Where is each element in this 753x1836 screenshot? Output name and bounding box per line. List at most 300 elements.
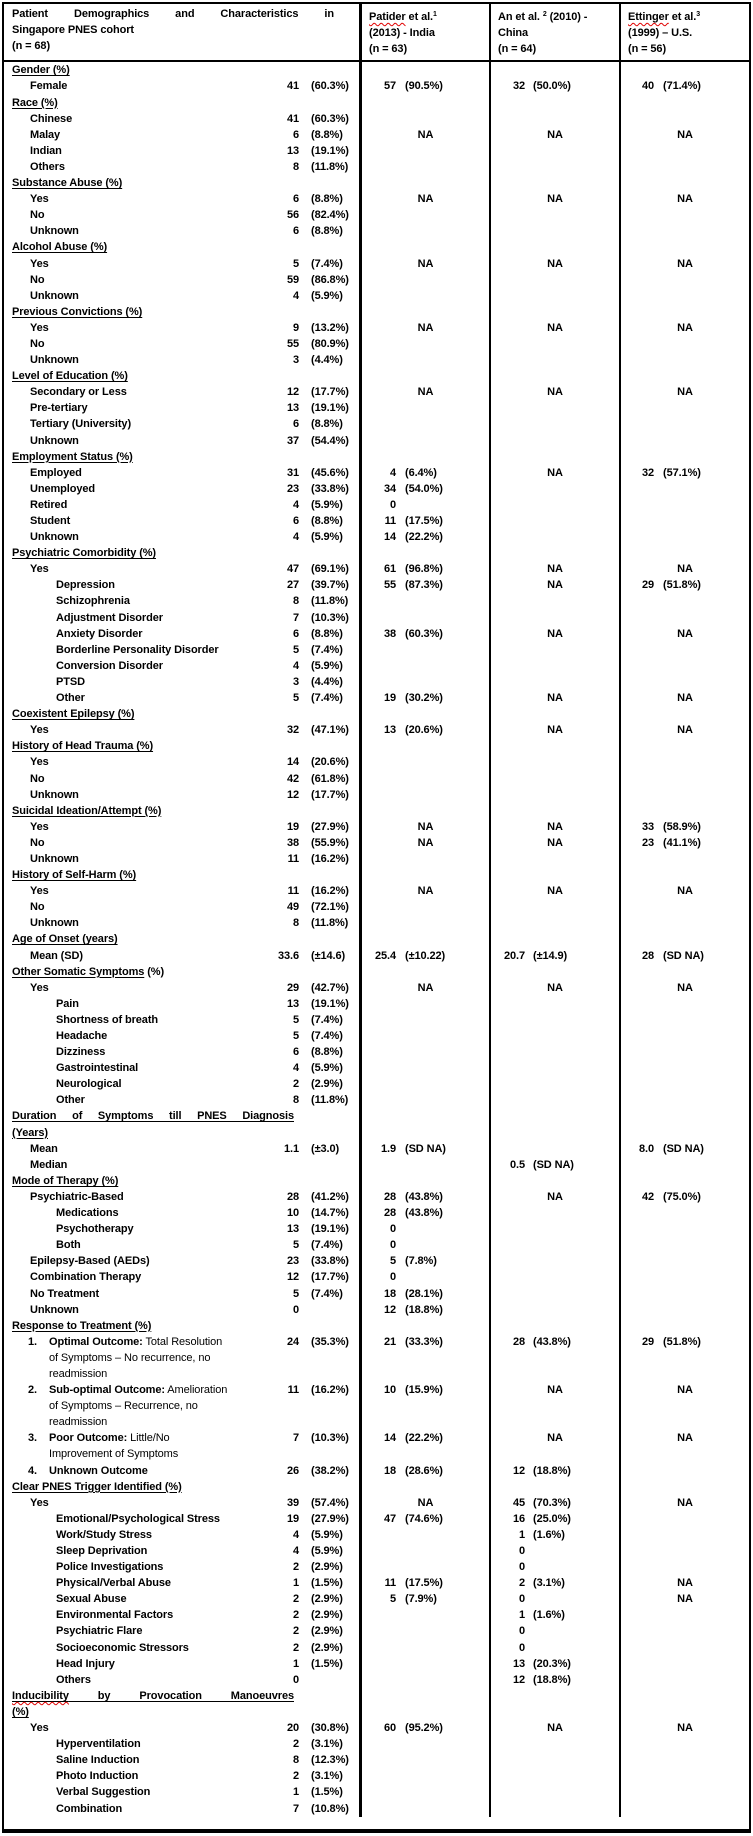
characteristic-cell [4,1060,359,1076]
table-row [4,899,749,915]
table-row [4,1157,749,1173]
count-value-cohort: 5 [292,692,299,705]
study-cell [489,1076,619,1092]
na-value-india: NA [417,836,434,849]
study-cell [489,1028,619,1044]
na-value-china: NA [547,386,563,399]
study-cell [619,416,749,432]
count-value-india: 25.4 [374,949,396,962]
count-value-cohort: 8 [292,160,299,173]
row-label: Gastrointestinal [56,1062,139,1075]
count-value-cohort: 33.6 [277,949,299,962]
row-label: Indian [30,144,62,157]
study-cell [619,722,749,738]
percent-value-china: (1.6%) [533,1528,565,1541]
characteristic-cell [4,127,359,143]
characteristic-cell [4,1736,359,1752]
study-cell [359,1607,489,1623]
count-value-india: 13 [383,724,396,737]
section-header [12,964,359,980]
count-value-india: 10 [383,1384,396,1397]
study-cell [489,561,619,577]
study-cell [619,1720,749,1736]
section-label-line2 [12,1704,359,1720]
percent-value-cohort: (45.6%) [311,466,349,479]
study-cell [489,368,619,384]
outcome-title: Optimal Outcome: [49,1335,143,1348]
table-row [4,835,749,851]
count-value-china: 12 [512,1673,525,1686]
percent-value-cohort: (39.7%) [311,579,349,592]
characteristic-cell [4,577,359,593]
study-cell [619,143,749,159]
count-value-cohort: 5 [292,1013,299,1026]
percent-value-cohort: (69.1%) [311,563,349,576]
row-label: Physical/Verbal Abuse [56,1577,171,1590]
percent-value-india: (22.2%) [405,531,443,544]
row-label: Yes [30,820,49,833]
study-cell [489,867,619,883]
study-cell [619,1495,749,1511]
characteristic-cell [4,78,359,94]
na-value-india: NA [417,820,434,833]
characteristic-cell [4,223,359,239]
count-value-cohort: 38 [286,836,299,849]
na-value-india: NA [417,1496,434,1509]
na-value-us: NA [677,386,693,399]
outcome-description: Total Resolution of Symptoms – No recurrence, no readmission [49,1335,223,1380]
table-row [4,980,749,996]
study-cell [489,481,619,497]
study-cell [359,1221,489,1237]
outcome-text [49,1334,234,1382]
count-value-cohort: 7 [292,1432,299,1445]
count-value-india: 18 [383,1287,396,1300]
study-cell [619,1801,749,1817]
study-cell [489,964,619,980]
study-cell [489,1012,619,1028]
section-row [4,1108,749,1140]
study-cell [619,1511,749,1527]
characteristic-cell [4,642,359,658]
study-cell [359,626,489,642]
outcome-text [49,1382,234,1430]
study-cell [489,658,619,674]
study-cell [489,1157,619,1173]
characteristic-cell [4,1205,359,1221]
row-label: Employed [30,466,82,479]
count-value-cohort: 6 [292,515,299,528]
row-label: Yes [30,321,49,334]
percent-value-us: (58.9%) [663,820,701,833]
percent-value-india: (43.8%) [405,1207,443,1220]
percent-value-india: (6.4%) [405,466,437,479]
table-row [4,642,749,658]
study-cell [489,1768,619,1784]
row-label: Chinese [30,112,73,125]
characteristic-cell [4,835,359,851]
study-cell [489,416,619,432]
percent-value-cohort: (1.5%) [311,1577,343,1590]
study-cell [619,239,749,255]
characteristic-cell [4,175,359,191]
percent-value-cohort: (33.8%) [311,482,349,495]
study-cell [359,1012,489,1028]
count-value-cohort: 6 [292,193,299,206]
percent-value-china: (SD NA) [533,1158,574,1171]
study-cell [359,561,489,577]
characteristic-cell [4,1623,359,1639]
percent-value-us: (41.1%) [663,836,701,849]
outcome-row [4,1334,749,1382]
study-cell [489,1575,619,1591]
percent-value-cohort: (55.9%) [311,836,349,849]
characteristic-cell [4,368,359,384]
characteristic-cell [4,1656,359,1672]
percent-value-cohort: (7.4%) [311,1239,343,1252]
percent-value-cohort: (2.9%) [311,1593,343,1606]
na-value-china: NA [547,627,563,640]
study-cell [619,481,749,497]
percent-value-us: (SD NA) [663,949,704,962]
row-label: Saline Induction [56,1754,140,1767]
study-cell [489,256,619,272]
characteristic-cell [4,1157,359,1173]
count-value-china: 16 [512,1512,525,1525]
row-label: Adjustment Disorder [56,611,163,624]
study-cell [619,787,749,803]
column-header-study-us [619,4,749,60]
count-value-cohort: 0 [292,1673,299,1686]
count-value-india: 57 [383,80,396,93]
table-row [4,1076,749,1092]
study-title-line2: (1999) – U.S. [628,26,693,39]
study-cell [619,127,749,143]
section-header [12,1108,294,1124]
count-value-cohort: 8 [292,917,299,930]
count-value-cohort: 39 [286,1496,299,1509]
section-label-suffix: (%) [144,965,165,978]
study-cell [359,1286,489,1302]
characteristic-cell [4,803,359,819]
na-value-us: NA [677,1577,693,1590]
table-row [4,561,749,577]
table-row [4,127,749,143]
characteristic-cell [4,352,359,368]
study-cell [619,931,749,947]
section-row [4,95,749,111]
study-cell [489,674,619,690]
row-label: Work/Study Stress [56,1528,152,1541]
study-cell [619,577,749,593]
percent-value-cohort: (60.3%) [311,112,349,125]
study-cell [489,1479,619,1495]
percent-value-cohort: (38.2%) [311,1464,349,1477]
percent-value-india: (43.8%) [405,1190,443,1203]
study-sample-size: (n = 63) [369,42,408,55]
row-label: Psychiatric-Based [30,1190,124,1203]
study-cell [359,1688,489,1720]
table-row [4,1269,749,1285]
study-cell [359,706,489,722]
section-label: History of Self-Harm (%) [12,869,137,882]
row-label: Unknown [30,788,79,801]
table-row [4,658,749,674]
characteristic-cell [4,1463,359,1479]
count-value-india: 12 [383,1303,396,1316]
study-cell [359,416,489,432]
row-label: Other [56,692,85,705]
percent-value-cohort: (7.4%) [311,643,343,656]
table-row [4,529,749,545]
na-value-china: NA [547,692,563,705]
study-cell [619,1623,749,1639]
table-row [4,352,749,368]
percent-value-cohort: (41.2%) [311,1190,349,1203]
count-value-cohort: 1 [292,1577,299,1590]
percent-value-cohort: (11.8%) [311,595,349,608]
study-cell [359,1237,489,1253]
section-row [4,1688,749,1720]
study-cell [489,1286,619,1302]
study-cell [489,1302,619,1318]
percent-value-cohort: (19.1%) [311,1223,349,1236]
count-value-india: 28 [383,1207,396,1220]
table-row [4,915,749,931]
percent-value-cohort: (1.5%) [311,1657,343,1670]
section-header [12,545,359,561]
study-cell [359,1640,489,1656]
percent-value-cohort: (33.8%) [311,1255,349,1268]
table-header-row [4,4,749,62]
percent-value-cohort: (3.1%) [311,1770,343,1783]
study-cell [489,1060,619,1076]
study-cell [619,1092,749,1108]
count-value-cohort: 59 [286,273,299,286]
study-cell [359,320,489,336]
study-cell [359,883,489,899]
characteristic-cell [4,1269,359,1285]
study-cell [359,1318,489,1334]
study-cell [359,1559,489,1575]
study-cell [489,288,619,304]
count-value-us: 40 [641,80,654,93]
count-value-cohort: 6 [292,225,299,238]
study-cell [619,288,749,304]
row-label: Epilepsy-Based (AEDs) [30,1255,150,1268]
section-label: Mode of Therapy (%) [12,1174,119,1187]
study-cell [619,320,749,336]
count-value-china: 28 [512,1335,525,1348]
count-value-india: 0 [389,1239,396,1252]
table-row [4,1672,749,1688]
percent-value-cohort: (3.1%) [311,1738,343,1751]
study-cell [359,787,489,803]
study-cell [489,1221,619,1237]
percent-value-china: (25.0%) [533,1512,571,1525]
study-cell [619,272,749,288]
table-row [4,787,749,803]
row-label: Unknown [30,1303,79,1316]
characteristic-cell [4,867,359,883]
count-value-cohort: 41 [286,80,299,93]
study-cell [359,915,489,931]
count-value-india: 1.9 [381,1142,396,1155]
study-cell [359,577,489,593]
study-cell [489,1430,619,1462]
row-label: Malay [30,128,61,141]
row-label: Combination Therapy [30,1271,142,1284]
count-value-cohort: 24 [286,1335,299,1348]
characteristic-cell [4,400,359,416]
percent-value-china: (20.3%) [533,1657,571,1670]
count-value-cohort: 4 [292,498,299,511]
study-cell [489,304,619,320]
study-cell [359,1044,489,1060]
percent-value-cohort: (19.1%) [311,144,349,157]
na-value-china: NA [547,724,563,737]
study-cell [489,1253,619,1269]
study-cell [619,433,749,449]
characteristic-cell [4,1286,359,1302]
characteristic-cell [4,159,359,175]
study-cell [489,78,619,94]
percent-value-cohort: (72.1%) [311,901,349,914]
table-row [4,416,749,432]
percent-value-cohort: (5.9%) [311,1545,343,1558]
study-cell [359,1656,489,1672]
characteristic-cell [4,1189,359,1205]
count-value-cohort: 56 [286,209,299,222]
study-cell [489,320,619,336]
study-cell [359,239,489,255]
outcome-text [49,1430,234,1462]
study-cell [619,1430,749,1462]
count-value-india: 28 [383,1190,396,1203]
section-header [12,1173,359,1189]
characteristic-cell [4,1092,359,1108]
count-value-cohort: 4 [292,1062,299,1075]
study-cell [489,1189,619,1205]
section-header [12,1318,359,1334]
count-value-cohort: 13 [286,402,299,415]
table-row [4,497,749,513]
percent-value-india: (33.3%) [405,1335,443,1348]
table-row [4,1302,749,1318]
row-label: Other [56,1094,85,1107]
table-row [4,1543,749,1559]
study-cell [619,1012,749,1028]
study-cell [359,722,489,738]
study-cell [359,642,489,658]
study-cell [489,1092,619,1108]
table-row [4,1656,749,1672]
study-cell [619,336,749,352]
count-value-china: 0.5 [510,1158,525,1171]
study-cell [619,95,749,111]
section-label: Level of Education (%) [12,370,128,383]
percent-value-cohort: (±14.6) [311,949,346,962]
percent-value-india: (96.8%) [405,563,443,576]
study-cell [359,207,489,223]
characteristic-cell [4,143,359,159]
count-value-cohort: 3 [292,354,299,367]
percent-value-cohort: (20.6%) [311,756,349,769]
study-cell [359,223,489,239]
na-value-us: NA [677,128,693,141]
characteristic-cell [4,1173,359,1189]
study-cell [489,111,619,127]
section-label: Age of Onset (years) [12,933,118,946]
study-cell [359,996,489,1012]
row-label: Tertiary (University) [30,418,132,431]
row-label: Medications [56,1207,119,1220]
characteristic-cell [4,819,359,835]
table-row [4,1527,749,1543]
na-value-india: NA [417,128,434,141]
row-label: Neurological [56,1078,122,1091]
row-label: No [30,836,45,849]
na-value-us: NA [677,321,693,334]
percent-value-cohort: (5.9%) [311,531,343,544]
percent-value-cohort: (27.9%) [311,1512,349,1525]
study-cell [489,610,619,626]
study-cell [359,1157,489,1173]
study-cell [359,256,489,272]
count-value-india: 60 [383,1722,396,1735]
study-cell [489,433,619,449]
study-cell [359,1511,489,1527]
count-value-china: 32 [512,80,525,93]
study-cell [359,1720,489,1736]
study-cell [359,690,489,706]
study-cell [359,803,489,819]
study-cell [619,1382,749,1430]
section-label-line2 [12,1125,359,1141]
study-cell [359,851,489,867]
study-cell [489,95,619,111]
study-cell [359,1189,489,1205]
characteristic-cell [4,1430,359,1462]
study-cell [619,593,749,609]
count-value-india: 21 [383,1335,396,1348]
outcome-title: Sub-optimal Outcome: [49,1384,165,1397]
characteristic-cell [4,1591,359,1607]
study-cell [489,690,619,706]
characteristic-cell [4,899,359,915]
study-cell [619,674,749,690]
study-cell [489,1044,619,1060]
row-label [12,1334,267,1382]
na-value-us: NA [677,563,693,576]
characteristic-cell [4,1302,359,1318]
percent-value-cohort: (12.3%) [311,1754,349,1767]
study-cell [359,481,489,497]
characteristic-cell [4,465,359,481]
study-cell [359,771,489,787]
table-row [4,191,749,207]
characteristic-cell [4,1720,359,1736]
study-cell [489,883,619,899]
characteristic-cell [4,593,359,609]
count-value-india: 47 [383,1512,396,1525]
count-value-cohort: 9 [292,321,299,334]
percent-value-cohort: (13.2%) [311,321,349,334]
study-cell [619,754,749,770]
study-cell [489,642,619,658]
percent-value-cohort: (5.9%) [311,289,343,302]
study-cell [359,1205,489,1221]
